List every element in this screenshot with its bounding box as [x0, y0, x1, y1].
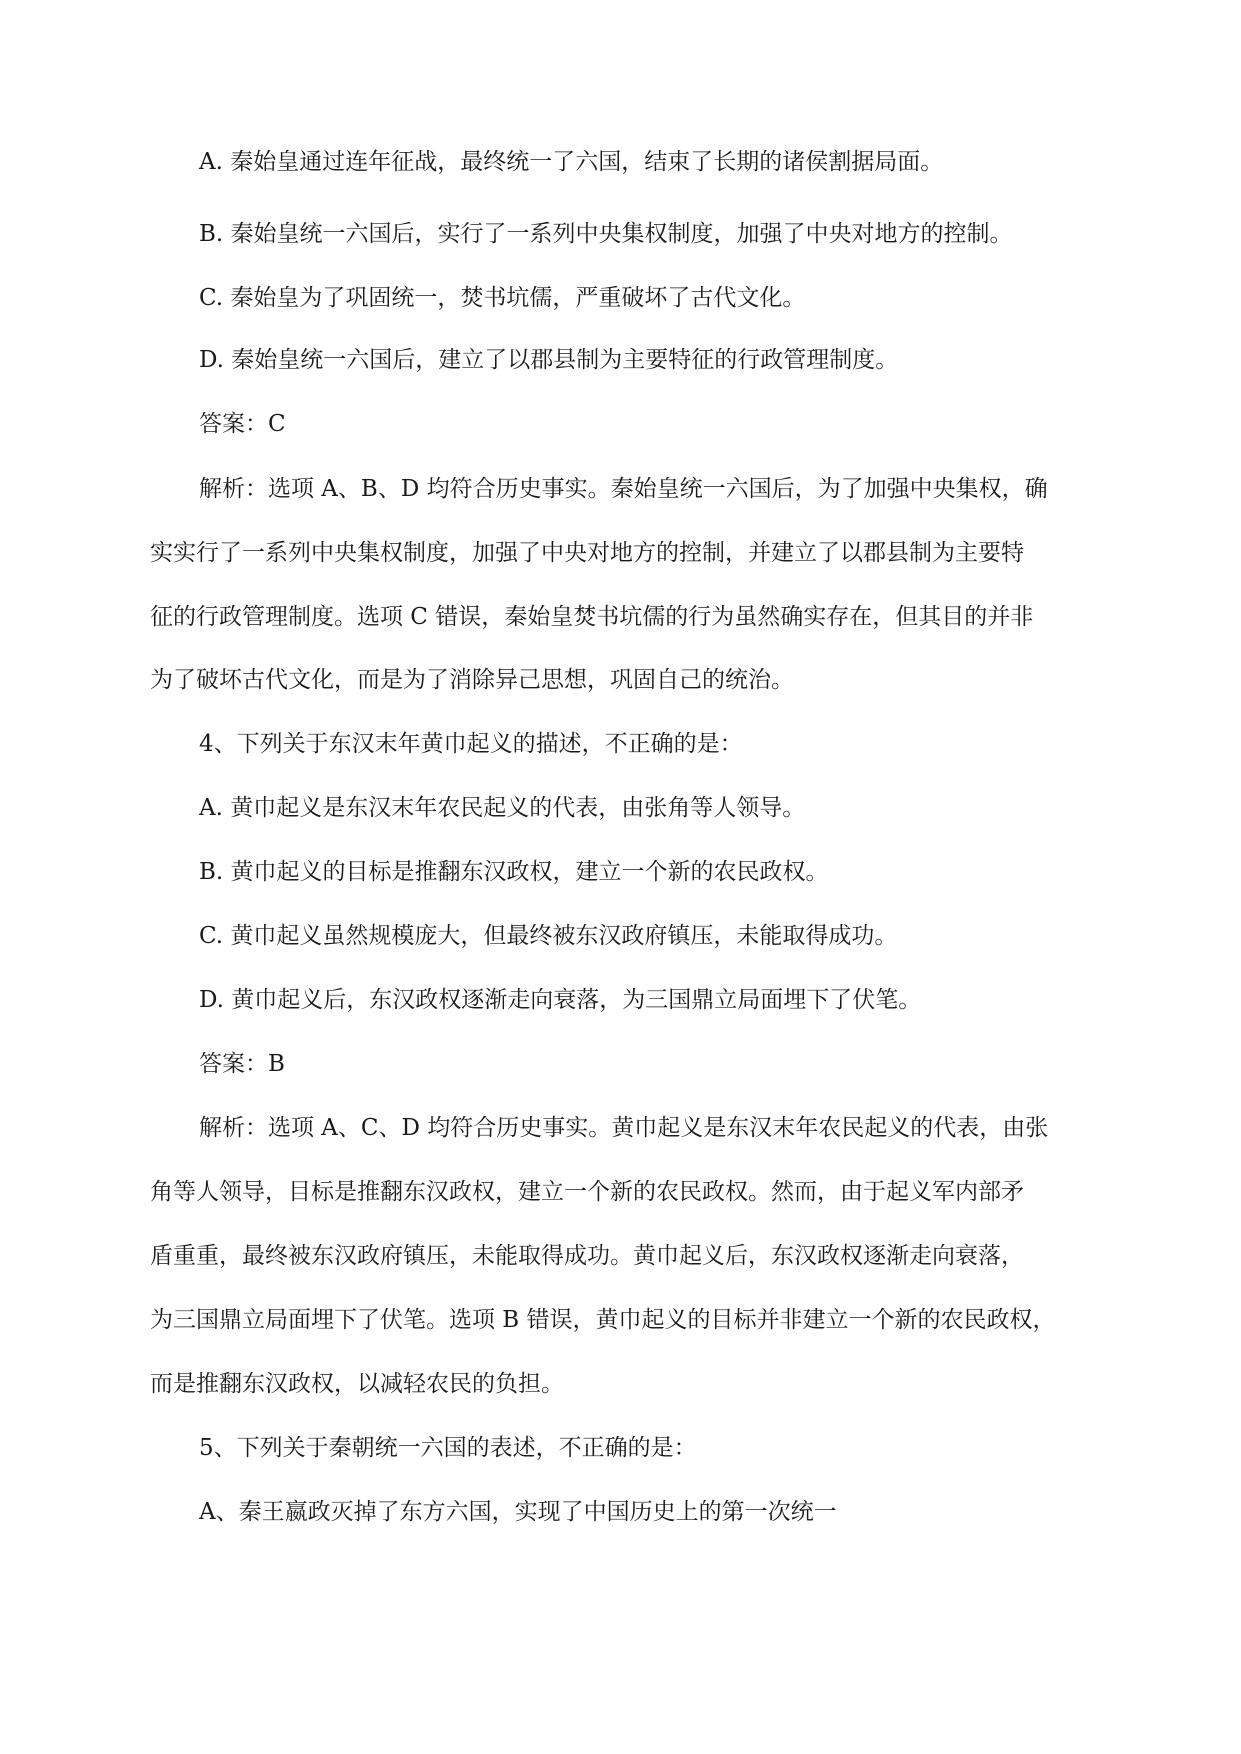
q4-analysis-line-1: 解析：选项 A、C、D 均符合历史事实。黄巾起义是东汉末年农民起义的代表，由张 — [199, 1115, 1049, 1141]
q4-option-b: B. 黄巾起义的目标是推翻东汉政权，建立一个新的农民政权。 — [199, 859, 829, 885]
q3-analysis-line-3: 征的行政管理制度。选项 C 错误，秦始皇焚书坑儒的行为虽然确实存在，但其目的并非 — [150, 604, 1034, 630]
q3-answer: 答案：C — [199, 411, 286, 437]
q4-option-a: A. 黄巾起义是东汉末年农民起义的代表，由张角等人领导。 — [199, 795, 806, 821]
q4-option-d: D. 黄巾起义后，东汉政权逐渐走向衰落，为三国鼎立局面埋下了伏笔。 — [199, 987, 922, 1013]
q5-question: 5、下列关于秦朝统一六国的表述，不正确的是： — [199, 1435, 697, 1461]
q3-analysis-line-1: 解析：选项 A、B、D 均符合历史事实。秦始皇统一六国后，为了加强中央集权，确 — [199, 476, 1048, 502]
q4-analysis-line-2: 角等人领导，目标是推翻东汉政权，建立一个新的农民政权。然而，由于起义军内部矛 — [150, 1179, 1024, 1205]
q4-answer: 答案：B — [199, 1051, 285, 1077]
q4-option-c: C. 黄巾起义虽然规模庞大，但最终被东汉政府镇压，未能取得成功。 — [199, 923, 898, 949]
q4-analysis-line-3: 盾重重，最终被东汉政府镇压，未能取得成功。黄巾起义后，东汉政权逐渐走向衰落， — [150, 1243, 1024, 1269]
q3-option-c: C. 秦始皇为了巩固统一，焚书坑儒，严重破坏了古代文化。 — [199, 285, 806, 311]
q3-option-b: B. 秦始皇统一六国后，实行了一系列中央集权制度，加强了中央对地方的控制。 — [199, 221, 1013, 247]
q3-option-a: A. 秦始皇通过连年征战，最终统一了六国，结束了长期的诸侯割据局面。 — [199, 149, 944, 175]
q5-option-a: A、秦王嬴政灭掉了东方六国，实现了中国历史上的第一次统一 — [199, 1499, 837, 1525]
q4-analysis-line-5: 而是推翻东汉政权，以减轻农民的负担。 — [150, 1371, 564, 1397]
q4-analysis-line-4: 为三国鼎立局面埋下了伏笔。选项 B 错误，黄巾起义的目标并非建立一个新的农民政权， — [150, 1307, 1056, 1333]
q3-analysis-line-2: 实实行了一系列中央集权制度，加强了中央对地方的控制，并建立了以郡县制为主要特 — [150, 540, 1024, 566]
q3-analysis-line-4: 为了破坏古代文化，而是为了消除异己思想，巩固自己的统治。 — [150, 667, 794, 693]
q3-option-d: D. 秦始皇统一六国后，建立了以郡县制为主要特征的行政管理制度。 — [199, 347, 899, 373]
q4-question: 4、下列关于东汉末年黄巾起义的描述，不正确的是： — [199, 731, 743, 757]
